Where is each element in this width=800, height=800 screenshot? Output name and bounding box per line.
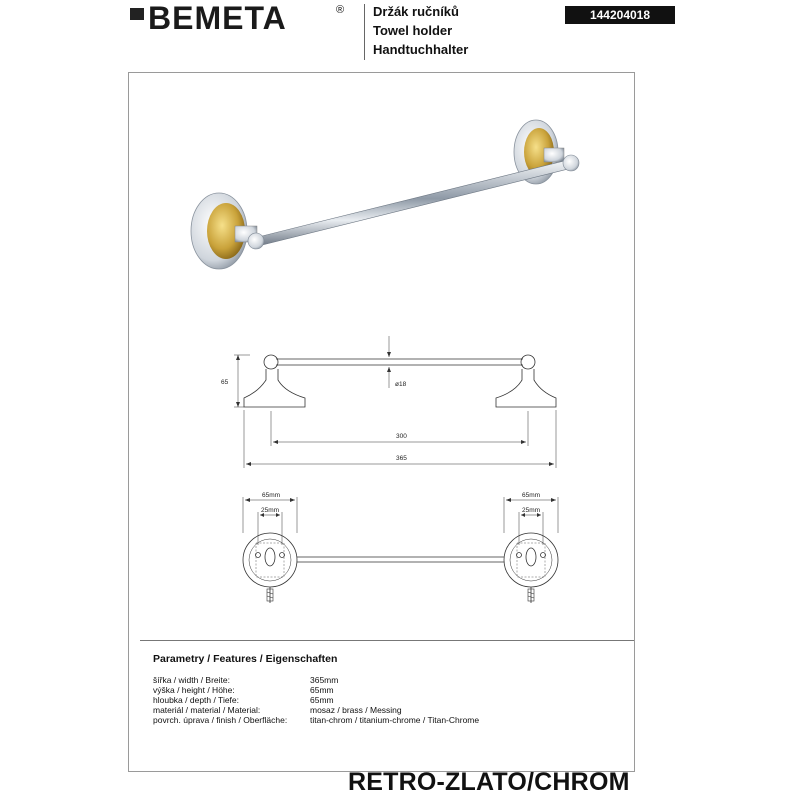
title-en: Towel holder [373,23,453,38]
diameter-dim-label: ø18 [395,381,407,388]
param-value: 65mm [310,685,334,695]
left-plate-width-label: 65mm [262,492,281,499]
param-label: povrch. úprava / finish / Oberfläche: [153,715,288,725]
param-row-width [153,675,339,685]
param-value: 365mm [310,675,339,685]
side-view-drawing [234,336,556,468]
param-label: šířka / width / Breite: [153,675,230,685]
param-value: titan-chrom / titanium-chrome / Titan-Chrome [310,715,480,725]
total-length-dim-label: 365 [396,455,407,462]
product-code: 144204018 [565,6,675,24]
right-hole-spacing-label: 25mm [522,507,541,514]
top-view-details [245,498,556,601]
param-row-height [153,685,334,695]
param-value: 65mm [310,695,334,705]
left-hole-spacing-label: 25mm [261,507,280,514]
variant-name: RETRO-ZLATO/CHROM [348,768,630,796]
inner-length-dim-label: 300 [396,433,407,440]
param-label: výška / height / Höhe: [153,685,235,695]
param-label: materiál / material / Material: [153,705,261,715]
param-label: hloubka / depth / Tiefe: [153,695,240,705]
param-row-finish [153,715,480,725]
side-view-arrows [236,352,554,466]
params-table [153,675,480,725]
top-view-drawing [243,497,558,603]
param-row-depth [153,695,334,705]
title-de: Handtuchhalter [373,42,469,57]
param-value: mosaz / brass / Messing [310,705,402,715]
params-divider [140,640,634,641]
title-cz: Držák ručníků [373,4,459,19]
param-row-material [153,705,402,715]
right-plate-width-label: 65mm [522,492,541,499]
registered-mark: ® [336,4,345,16]
brand-name: BEMETA [148,0,287,36]
params-title: Parametry / Features / Eigenschaften [153,653,338,665]
product-photo [191,120,579,269]
height-dim-label: 65 [221,379,229,386]
